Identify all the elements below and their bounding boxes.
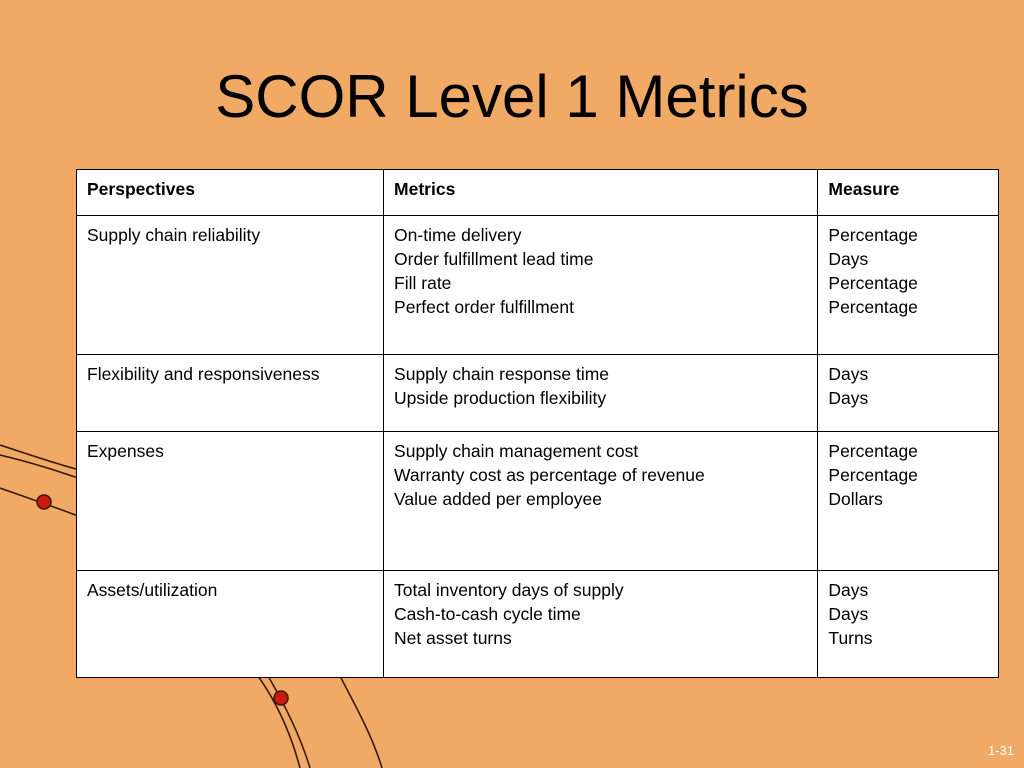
measure-item: Turns xyxy=(828,628,873,648)
measure-item: Percentage xyxy=(828,465,918,485)
decor-dot-bottom xyxy=(274,691,288,705)
metric-item: Value added per employee xyxy=(394,489,602,509)
metrics-cell xyxy=(384,432,818,571)
metrics-table xyxy=(76,169,999,678)
page-number: 1-31 xyxy=(987,743,1014,758)
measure-item: Days xyxy=(828,364,869,384)
header-metrics: Metrics xyxy=(384,170,818,216)
metric-item: Upside production flexibility xyxy=(394,388,607,408)
measure-item: Percentage xyxy=(828,441,918,461)
measure-cell xyxy=(818,571,999,678)
metric-item: Order fulfillment lead time xyxy=(394,249,594,269)
metric-item: Perfect order fulfillment xyxy=(394,297,574,317)
perspective-cell: Flexibility and responsiveness xyxy=(77,355,384,432)
perspective-cell: Assets/utilization xyxy=(77,571,384,678)
table-row xyxy=(77,355,999,432)
metric-item: Supply chain management cost xyxy=(394,441,639,461)
metric-item: Fill rate xyxy=(394,273,452,293)
metrics-cell xyxy=(384,355,818,432)
header-perspectives: Perspectives xyxy=(77,170,384,216)
measure-item: Days xyxy=(828,249,869,269)
table-row xyxy=(77,571,999,678)
metric-item: Cash-to-cash cycle time xyxy=(394,604,581,624)
slide-title: SCOR Level 1 Metrics xyxy=(215,63,809,130)
measure-item: Days xyxy=(828,388,869,408)
table-row xyxy=(77,432,999,571)
metric-item: Supply chain response time xyxy=(394,364,610,384)
perspective-cell: Supply chain reliability xyxy=(77,216,384,355)
metric-item: Total inventory days of supply xyxy=(394,580,624,600)
measure-item: Percentage xyxy=(828,225,918,245)
measure-item: Days xyxy=(828,580,869,600)
measure-item: Percentage xyxy=(828,273,918,293)
metrics-cell xyxy=(384,216,818,355)
perspective-cell: Expenses xyxy=(77,432,384,571)
decor-dot-left xyxy=(37,495,51,509)
header-measure: Measure xyxy=(818,170,999,216)
measure-cell xyxy=(818,355,999,432)
table-row xyxy=(77,216,999,355)
measure-cell xyxy=(818,216,999,355)
table-header-row xyxy=(77,170,999,216)
measure-item: Days xyxy=(828,604,869,624)
metric-item: Warranty cost as percentage of revenue xyxy=(394,465,705,485)
metric-item: Net asset turns xyxy=(394,628,512,648)
measure-cell xyxy=(818,432,999,571)
measure-item: Dollars xyxy=(828,489,883,509)
measure-item: Percentage xyxy=(828,297,918,317)
metrics-cell xyxy=(384,571,818,678)
metric-item: On-time delivery xyxy=(394,225,522,245)
